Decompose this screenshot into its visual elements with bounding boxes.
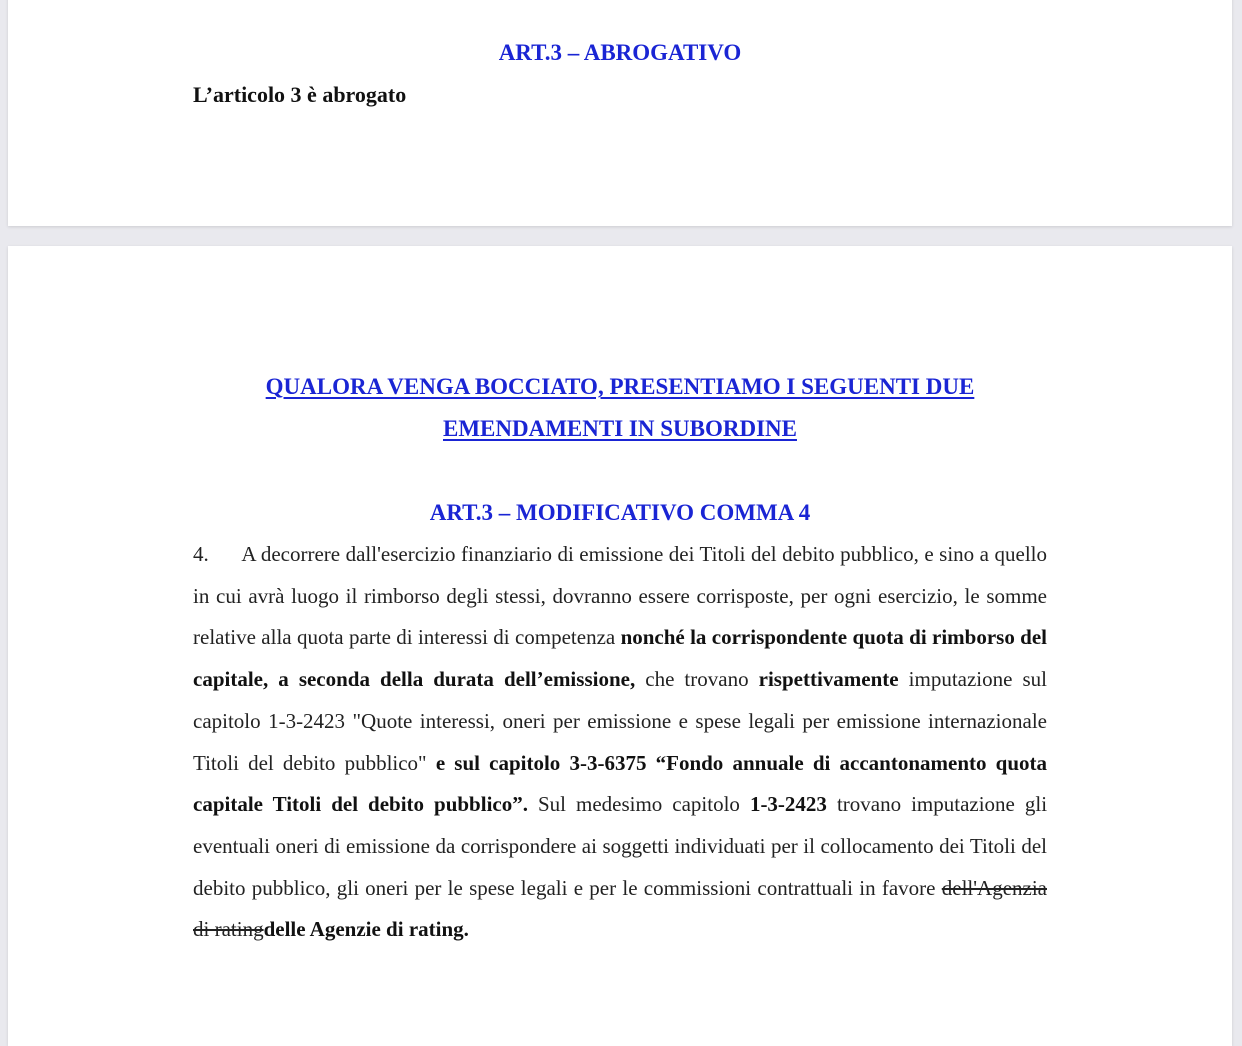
struck-through-text: dell'Agenzia di rating — [193, 875, 1047, 942]
paragraph-number: 4. — [193, 542, 209, 566]
paragraph-bold-2: rispettivamente — [758, 667, 899, 692]
paragraph-text-4: Sul medesimo capitolo — [537, 792, 740, 817]
paragraph-text-2: che trovano — [645, 667, 749, 692]
paragraph-bold-3: e sul capitolo 3-3-6375 “Fondo annuale di accantonamento quota capitale Titoli del debito pubblico”. — [193, 750, 1048, 817]
abrogation-statement: L’articolo 3 è abrogato — [193, 82, 407, 107]
amendment-paragraph — [193, 534, 1047, 951]
subordinate-heading-line-2[interactable]: EMENDAMENTI IN SUBORDINE — [443, 416, 797, 441]
subordinate-amendments-heading — [8, 366, 1232, 450]
paragraph-text-5: trovano imputazione gli eventuali oneri di emissione da corrispondere ai soggetti individuati per il collocamento dei Titoli del debito pubblico, gli oneri per le spese legali e per le commissioni contrattuali in favore — [193, 792, 1048, 900]
paragraph-text-1: A decorrere dall'esercizio finanziario di emissione dei Titoli del debito pubblico, e sino a quello in cui avrà luogo il rimborso degli stessi, dovranno essere corrisposte, per ogni esercizio, le somme relative alla quota parte di interessi di competenza — [193, 542, 1047, 650]
paragraph-bold-5: delle Agenzie di rating. — [263, 917, 469, 942]
paragraph-bold-4: 1-3-2423 — [749, 792, 827, 817]
document-page-2 — [8, 246, 1232, 1046]
subordinate-heading-line-1[interactable]: QUALORA VENGA BOCCIATO, PRESENTIAMO I SEGUENTI DUE — [265, 374, 975, 399]
paragraph-text-3: imputazione sul capitolo 1-3-2423 "Quote interessi, oneri per emissione e spese legali per emissione internazionale Titoli del debito pubblico" — [193, 667, 1048, 775]
paragraph-bold-1: nonché la corrispondente quota di rimborso del capitale, a seconda della durata dell’emissione, — [193, 625, 1047, 692]
article-heading-modificativo: ART.3 – MODIFICATIVO COMMA 4 — [429, 500, 811, 525]
document-page-1 — [8, 0, 1232, 226]
article-heading-abrogativo: ART.3 – ABROGATIVO — [498, 40, 742, 65]
